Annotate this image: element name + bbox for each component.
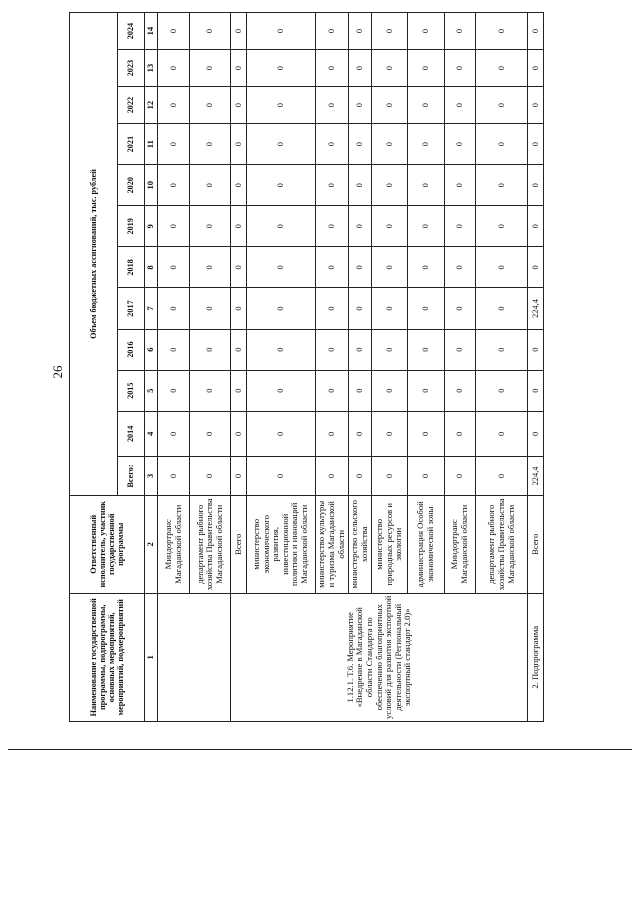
value-cell: 0 <box>445 50 476 87</box>
value-cell: 0 <box>231 165 247 206</box>
header-name: Наименование государственной программы, подпрограммы, основных мероприятий, мероприятий, подмероприятий <box>70 593 145 721</box>
value-cell: 0 <box>246 87 315 124</box>
value-cell: 224,4 <box>528 456 544 495</box>
value-cell: 0 <box>348 288 371 329</box>
value-cell: 0 <box>476 165 528 206</box>
value-cell: 0 <box>528 13 544 50</box>
value-cell: 0 <box>407 247 444 288</box>
executor-cell: министерство экономического развития, инвестиционной политики и инноваций Магаданской области <box>246 495 315 593</box>
value-cell: 0 <box>372 124 407 165</box>
value-cell: 0 <box>348 329 371 370</box>
value-cell: 0 <box>372 247 407 288</box>
value-cell: 0 <box>315 370 348 411</box>
measure-name: 1.12.1. Т.6. Мероприятие «Внедрение в Магаданской области Стандарта по обеспечению благоприятных условий для развития экспортной деятельности (Региональный экспортный стандарт 2.0)» <box>231 593 528 721</box>
value-cell: 0 <box>189 247 231 288</box>
value-cell: 0 <box>246 370 315 411</box>
value-cell: 0 <box>158 411 189 456</box>
year-2015: 2015 <box>117 370 144 411</box>
value-cell: 0 <box>476 87 528 124</box>
index-cell: 10 <box>144 165 158 206</box>
value-cell: 0 <box>315 288 348 329</box>
value-cell: 0 <box>407 411 444 456</box>
rotated-table-wrapper <box>69 12 544 722</box>
value-cell: 0 <box>445 247 476 288</box>
value-cell: 0 <box>315 165 348 206</box>
value-cell: 0 <box>407 13 444 50</box>
value-cell: 0 <box>231 247 247 288</box>
executor-cell: Миндортранс Магаданской области <box>445 495 476 593</box>
value-cell: 0 <box>315 247 348 288</box>
value-cell: 0 <box>407 87 444 124</box>
value-cell: 0 <box>445 13 476 50</box>
value-cell: 0 <box>348 370 371 411</box>
value-cell: 0 <box>189 206 231 247</box>
value-cell: 0 <box>231 456 247 495</box>
value-cell: 0 <box>476 206 528 247</box>
value-cell: 0 <box>348 165 371 206</box>
year-2022: 2022 <box>117 87 144 124</box>
index-cell: 4 <box>144 411 158 456</box>
value-cell: 0 <box>476 329 528 370</box>
value-cell: 0 <box>231 206 247 247</box>
header-executor: Ответственный исполнитель, участник государственной программы <box>70 495 145 593</box>
value-cell: 0 <box>407 206 444 247</box>
value-cell: 0 <box>189 370 231 411</box>
index-cell: 5 <box>144 370 158 411</box>
name-cell-empty <box>158 593 231 721</box>
value-cell: 0 <box>348 411 371 456</box>
value-cell: 0 <box>158 247 189 288</box>
value-cell: 0 <box>189 411 231 456</box>
value-cell: 0 <box>315 411 348 456</box>
year-2023: 2023 <box>117 50 144 87</box>
value-cell: 0 <box>445 124 476 165</box>
value-cell: 0 <box>348 13 371 50</box>
value-cell: 0 <box>372 87 407 124</box>
year-2014: 2014 <box>117 411 144 456</box>
value-cell: 0 <box>348 206 371 247</box>
value-cell: 0 <box>407 329 444 370</box>
value-cell: 0 <box>476 13 528 50</box>
value-cell: 0 <box>407 370 444 411</box>
value-cell: 0 <box>407 124 444 165</box>
value-cell: 0 <box>372 13 407 50</box>
value-cell: 0 <box>189 50 231 87</box>
value-cell: 0 <box>231 124 247 165</box>
value-cell: 0 <box>372 165 407 206</box>
value-cell: 0 <box>372 456 407 495</box>
value-cell: 0 <box>246 124 315 165</box>
value-cell: 0 <box>231 87 247 124</box>
value-cell: 0 <box>246 288 315 329</box>
value-cell: 0 <box>476 288 528 329</box>
executor-cell: министерство культуры и туризма Магаданской области <box>315 495 348 593</box>
header-total: Всего: <box>117 456 144 495</box>
index-cell: 9 <box>144 206 158 247</box>
value-cell: 0 <box>231 13 247 50</box>
executor-cell: министерство сельского хозяйства <box>348 495 371 593</box>
value-cell: 0 <box>445 456 476 495</box>
value-cell: 0 <box>158 50 189 87</box>
index-cell: 2 <box>144 495 158 593</box>
value-cell: 0 <box>528 165 544 206</box>
value-cell: 0 <box>246 411 315 456</box>
value-cell: 0 <box>158 124 189 165</box>
value-cell: 0 <box>372 411 407 456</box>
value-cell: 0 <box>158 288 189 329</box>
value-cell: 0 <box>348 456 371 495</box>
subprogram-name: 2. Подпрограмма <box>528 593 544 721</box>
value-cell: 0 <box>407 50 444 87</box>
value-cell: 0 <box>372 370 407 411</box>
value-cell: 0 <box>476 411 528 456</box>
value-cell: 0 <box>158 87 189 124</box>
value-cell: 0 <box>315 206 348 247</box>
value-cell: 0 <box>445 165 476 206</box>
value-cell: 0 <box>189 288 231 329</box>
horizontal-rule <box>8 749 632 750</box>
value-cell: 0 <box>476 124 528 165</box>
value-cell: 0 <box>315 456 348 495</box>
budget-table <box>69 12 544 722</box>
value-cell: 0 <box>445 329 476 370</box>
value-cell: 0 <box>476 247 528 288</box>
year-2020: 2020 <box>117 165 144 206</box>
executor-cell: департамент рыбного хозяйства Правительства Магаданской области <box>189 495 231 593</box>
value-cell: 0 <box>445 206 476 247</box>
table-row <box>528 13 544 722</box>
table-row <box>231 13 247 722</box>
executor-cell: Миндортранс Магаданской области <box>158 495 189 593</box>
value-cell: 0 <box>158 370 189 411</box>
value-cell: 0 <box>231 50 247 87</box>
table-row <box>158 13 189 722</box>
value-cell: 0 <box>348 247 371 288</box>
value-cell: 0 <box>528 370 544 411</box>
executor-cell: министерство природных ресурсов и экологии <box>372 495 407 593</box>
value-cell: 0 <box>246 329 315 370</box>
value-cell: 0 <box>189 13 231 50</box>
value-cell: 0 <box>372 206 407 247</box>
year-2017: 2017 <box>117 288 144 329</box>
value-cell: 0 <box>476 50 528 87</box>
value-cell: 0 <box>246 206 315 247</box>
value-cell: 0 <box>189 456 231 495</box>
value-cell: 0 <box>372 288 407 329</box>
index-cell: 6 <box>144 329 158 370</box>
value-cell: 0 <box>445 411 476 456</box>
value-cell: 0 <box>528 87 544 124</box>
value-cell: 0 <box>445 288 476 329</box>
value-cell: 0 <box>528 411 544 456</box>
value-cell: 0 <box>445 87 476 124</box>
value-cell: 0 <box>372 50 407 87</box>
value-cell: 0 <box>348 87 371 124</box>
value-cell: 0 <box>189 124 231 165</box>
value-cell: 0 <box>528 329 544 370</box>
index-cell: 14 <box>144 13 158 50</box>
index-cell: 8 <box>144 247 158 288</box>
year-2016: 2016 <box>117 329 144 370</box>
value-cell: 0 <box>445 370 476 411</box>
value-cell: 0 <box>315 87 348 124</box>
value-cell: 0 <box>246 13 315 50</box>
executor-cell: Всего <box>231 495 247 593</box>
value-cell: 0 <box>348 50 371 87</box>
value-cell: 0 <box>315 50 348 87</box>
executor-cell: администрация Особой экономической зоны <box>407 495 444 593</box>
value-cell: 0 <box>158 206 189 247</box>
value-cell: 0 <box>315 124 348 165</box>
year-2024: 2024 <box>117 13 144 50</box>
index-cell: 7 <box>144 288 158 329</box>
value-cell: 0 <box>158 456 189 495</box>
year-2021: 2021 <box>117 124 144 165</box>
value-cell: 0 <box>528 50 544 87</box>
value-cell: 0 <box>246 456 315 495</box>
value-cell: 0 <box>348 124 371 165</box>
value-cell: 0 <box>158 165 189 206</box>
value-cell: 0 <box>315 329 348 370</box>
index-cell: 3 <box>144 456 158 495</box>
value-cell: 0 <box>246 50 315 87</box>
value-cell: 0 <box>476 456 528 495</box>
value-cell: 0 <box>189 87 231 124</box>
value-cell: 0 <box>246 247 315 288</box>
value-cell: 0 <box>231 411 247 456</box>
value-cell: 0 <box>231 288 247 329</box>
year-2018: 2018 <box>117 247 144 288</box>
value-cell: 0 <box>231 329 247 370</box>
value-cell: 0 <box>407 288 444 329</box>
value-cell: 224,4 <box>528 288 544 329</box>
value-cell: 0 <box>231 370 247 411</box>
value-cell: 0 <box>158 329 189 370</box>
value-cell: 0 <box>189 329 231 370</box>
value-cell: 0 <box>158 13 189 50</box>
year-2019: 2019 <box>117 206 144 247</box>
executor-cell: департамент рыбного хозяйства Правительства Магаданской области <box>476 495 528 593</box>
index-cell: 12 <box>144 87 158 124</box>
value-cell: 0 <box>189 165 231 206</box>
value-cell: 0 <box>528 124 544 165</box>
index-cell: 1 <box>144 593 158 721</box>
header-budget: Объем бюджетных ассигнований, тыс. рублей <box>70 13 118 496</box>
value-cell: 0 <box>315 13 348 50</box>
header-row-top <box>70 13 118 722</box>
value-cell: 0 <box>407 456 444 495</box>
value-cell: 0 <box>528 247 544 288</box>
page-number: 26 <box>50 365 65 379</box>
value-cell: 0 <box>476 370 528 411</box>
index-row <box>144 13 158 722</box>
value-cell: 0 <box>372 329 407 370</box>
executor-cell: Всего <box>528 495 544 593</box>
value-cell: 0 <box>246 165 315 206</box>
index-cell: 13 <box>144 50 158 87</box>
value-cell: 0 <box>528 206 544 247</box>
value-cell: 0 <box>407 165 444 206</box>
index-cell: 11 <box>144 124 158 165</box>
